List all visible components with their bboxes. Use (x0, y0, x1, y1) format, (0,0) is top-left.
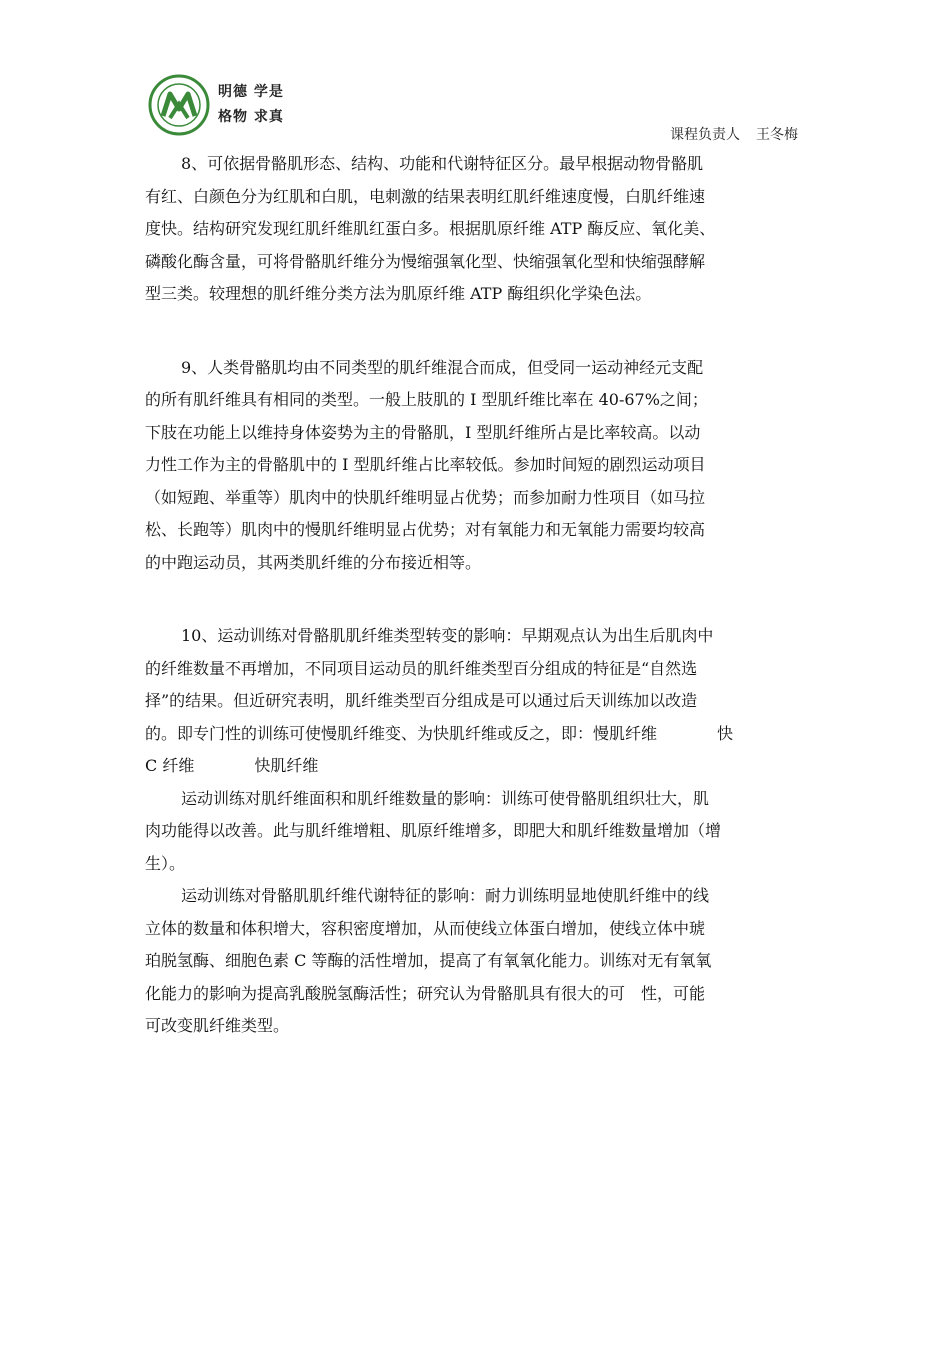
text-line: 松、长跑等）肌肉中的慢肌纤维明显占优势；对有氧能力和无氧能力需要均较高 (145, 520, 706, 539)
text-line: 运动训练对肌纤维面积和肌纤维数量的影响：训练可使骨骼肌组织壮大，肌 (181, 788, 710, 808)
text-line: （如短跑、举重等）肌肉中的快肌纤维明显占优势；而参加耐力性项目（如马拉 (145, 487, 706, 507)
text-line: 磷酸化酶含量，可将骨骼肌纤维分为慢缩强氧化型、快缩强氧化型和快缩强酵解 (145, 251, 706, 271)
paragraph-8 (145, 148, 810, 311)
instructor-name: 王冬梅 (756, 127, 798, 143)
university-motto (218, 80, 284, 130)
text-line: 肉功能得以改善。此与肌纤维增粗、肌原纤维增多，即肥大和肌纤维数量增加（增 (145, 821, 722, 840)
text-line: 择”的结果。但近研究表明，肌纤维类型百分组成是可以通过后天训练加以改造 (145, 691, 698, 710)
course-instructor (670, 124, 798, 144)
text-line: 的所有肌纤维具有相同的类型。一般上肢肌的 I 型肌纤维比率在 40-67%之间； (145, 390, 708, 409)
text-line: 度快。结构研究发现红肌纤维肌红蛋白多。根据肌原纤维 ATP 酶反应、氧化美、 (145, 219, 716, 238)
page-header (148, 74, 808, 144)
text-line: 的纤维数量不再增加，不同项目运动员的肌纤维类型百分组成的特征是“自然选 (145, 658, 698, 678)
fast-fiber: 快肌纤维 (254, 756, 319, 775)
document-body (145, 148, 810, 1043)
text-line (145, 750, 810, 783)
text-line: 力性工作为主的骨骼肌中的 I 型肌纤维占比率较低。参加时间短的剧烈运动项目 (145, 455, 706, 474)
motto-line-2: 格物 求真 (218, 109, 284, 125)
text-line: 珀脱氢酶、细胞色素 C 等酶的活性增加，提高了有氧氧化能力。训练对无有氧氧 (145, 951, 712, 970)
paragraph-11 (145, 783, 810, 881)
text-line-trail: 快 (717, 723, 734, 743)
text-line: 9、人类骨骼肌均由不同类型的肌纤维混合而成，但受同一运动神经元支配 (181, 357, 704, 377)
text-line: 化能力的影响为提高乳酸脱氢酶活性；研究认为骨骼肌具有很大的可 性，可能 (145, 983, 706, 1003)
text-line: 10、运动训练对骨骼肌肌纤维类型转变的影响：早期观点认为出生后肌肉中 (181, 626, 714, 645)
fiber-c: C 纤维 (145, 756, 195, 775)
paragraph-12 (145, 880, 810, 1043)
text-line: 立体的数量和体积增大，容积密度增加，从而使线立体蛋白增加，使线立体中琥 (145, 918, 706, 938)
text-line: 生）。 (145, 853, 186, 873)
paragraph-10 (145, 620, 810, 783)
text-line: 8、可依据骨骼肌形态、结构、功能和代谢特征区分。最早根据动物骨骼肌 (181, 154, 704, 173)
university-logo-icon (148, 74, 210, 136)
text-line: 型三类。较理想的肌纤维分类方法为肌原纤维 ATP 酶组织化学染色法。 (145, 284, 652, 303)
text-line: 运动训练对骨骼肌肌纤维代谢特征的影响：耐力训练明显地使肌纤维中的线 (181, 886, 710, 905)
text-line (145, 718, 810, 751)
text-line: 可改变肌纤维类型。 (145, 1016, 290, 1035)
text-line: 的中跑运动员，其两类肌纤维的分布接近相等。 (145, 552, 482, 572)
motto-line-1: 明德 学是 (218, 84, 284, 100)
text-line-main: 的。即专门性的训练可使慢肌纤维变、为快肌纤维或反之，即：慢肌纤维 (145, 723, 658, 743)
paragraph-9 (145, 352, 810, 580)
text-line: 有红、白颜色分为红肌和白肌，电刺激的结果表明红肌纤维速度慢，白肌纤维速 (145, 186, 706, 206)
instructor-label: 课程负责人 (670, 127, 740, 143)
text-line: 下肢在功能上以维持身体姿势为主的骨骼肌，I 型肌纤维所占是比率较高。以动 (145, 422, 701, 442)
